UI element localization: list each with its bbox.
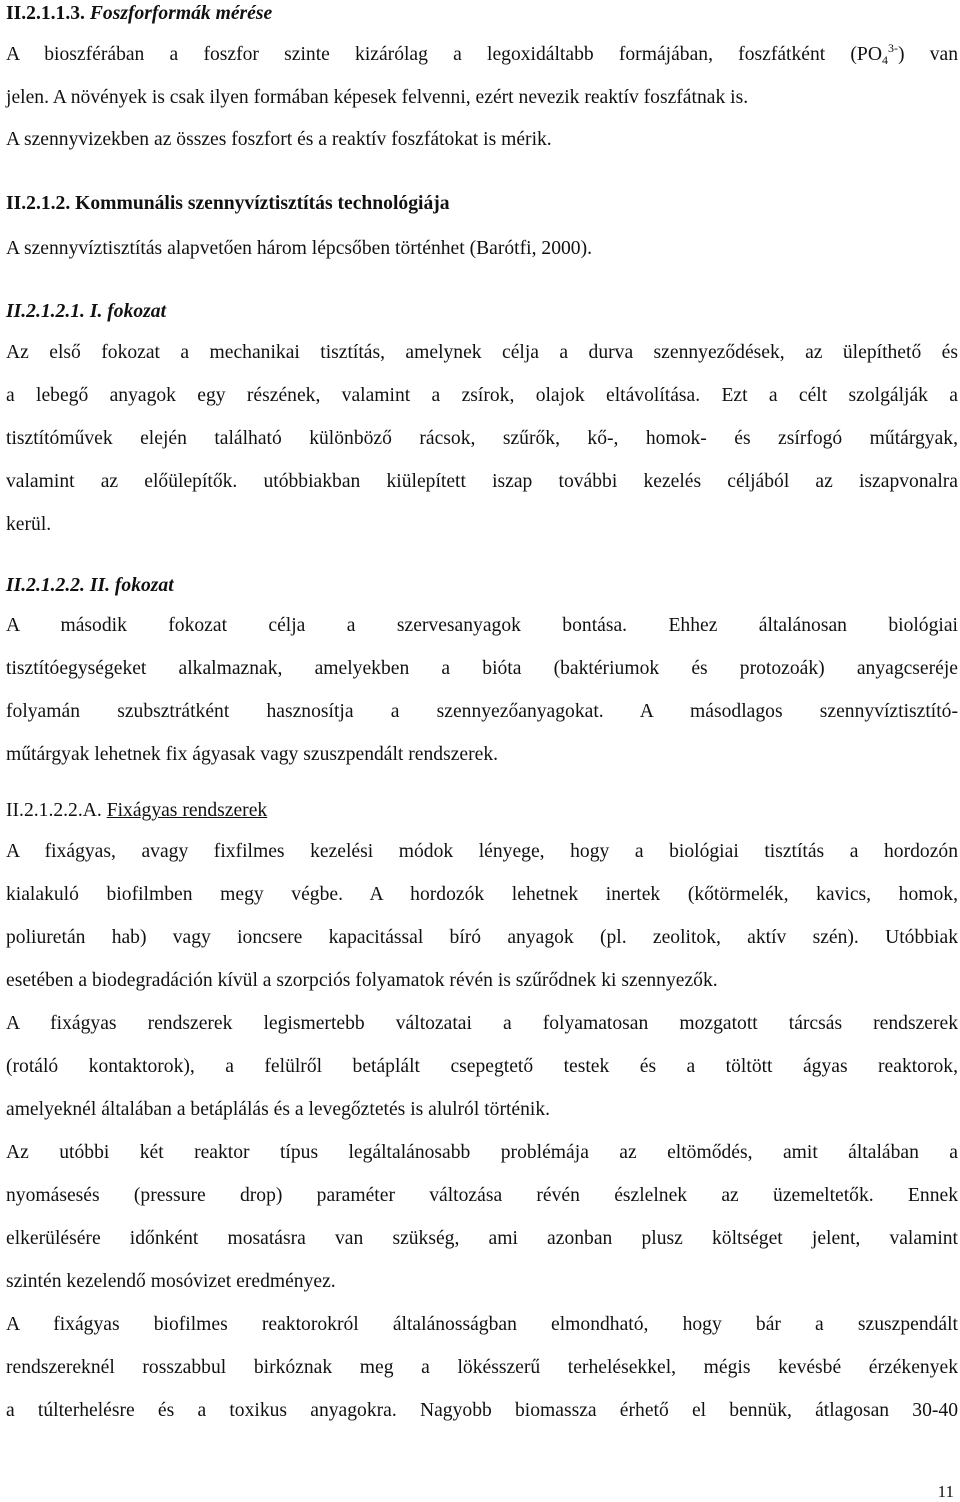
superscript: 3- — [887, 41, 898, 55]
section-number: II.2.1.1.3. — [6, 3, 85, 24]
paragraph-line: kialakuló biofilmben megy végbe. A hordozók lehetnek inertek (kőtörmelék, kavics, homok, — [6, 884, 958, 905]
paragraph-line: folyamán szubsztrátként hasznosítja a szennyezőanyagokat. A másodlagos szennyvíztisztító- — [6, 701, 958, 722]
paragraph-line: Az utóbbi két reaktor típus legáltalánosabb problémája az eltömődés, amit általában a — [6, 1142, 958, 1163]
paragraph-line: a túlterhelésre és a toxikus anyagokra. Nagyobb biomassza érhető el bennük, átlagosan 30-40 — [6, 1400, 958, 1421]
paragraph-line: nyomásesés (pressure drop) paraméter változása révén észlelnek az üzemeltetők. Ennek — [6, 1185, 958, 1206]
paragraph-line: poliuretán hab) vagy ioncsere kapacitással bíró anyagok (pl. zeolitok, aktív szén). Utóbbiak — [6, 927, 958, 948]
paragraph-line: elkerülésére időnként mosatásra van szükség, ami azonban plusz költséget jelent, valamint — [6, 1228, 958, 1249]
paragraph-line: A második fokozat célja a szervesanyagok bontása. Ehhez általánosan biológiai — [6, 615, 958, 636]
paragraph-line: A szennyvizekben az összes foszfort és a reaktív foszfátokat is mérik. — [6, 129, 552, 150]
paragraph-line: A fixágyas rendszerek legismertebb változatai a folyamatosan mozgatott tárcsás rendszerek — [6, 1013, 958, 1034]
paragraph-line: szintén kezelendő mosóvizet eredményez. — [6, 1271, 336, 1292]
paragraph-line: Az első fokozat a mechanikai tisztítás, amelynek célja a durva szennyeződések, az ülepíthető és — [6, 342, 958, 363]
paragraph-line: valamint az előülepítők. utóbbiakban kiülepített iszap további kezelés céljából az iszapvonalra — [6, 471, 958, 492]
page-number: 11 — [937, 1482, 954, 1501]
paragraph-line: (rotáló kontaktorok), a felülről betáplált csepegtető testek és a töltött ágyas reaktorok, — [6, 1056, 958, 1077]
paragraph-line: műtárgyak lehetnek fix ágyasak vagy szuszpendált rendszerek. — [6, 744, 499, 765]
paragraph-line: rendszereknél rosszabbul birkóznak meg a lökésszerű terhelésekkel, mégis kevésbé érzékenyek — [6, 1357, 958, 1378]
section-title: Fixágyas rendszerek — [106, 800, 268, 821]
section-heading-foszforformak — [6, 2, 272, 26]
paragraph-line: A szennyvíztisztítás alapvetően három lépcsőben történhet (Barótfi, 2000). — [6, 238, 593, 259]
paragraph-line: A bioszférában a foszfor szinte kizárólag a legoxidáltabb formájában, foszfátként $(PO_4^{3-})$ van — [6, 41, 958, 67]
paragraph-line: A fixágyas biofilmes reaktorokról általánosságban elmondható, hogy bár a szuszpendált — [6, 1314, 958, 1335]
paragraph-line: tisztítóegységeket alkalmaznak, amelyekben a bióta (baktériumok és protozoák) anyagcseréje — [6, 658, 958, 679]
paragraph-line: jelen. A növények is csak ilyen formában képesek felvenni, ezért nevezik reaktív foszfátnak is. — [6, 87, 749, 108]
section-heading-fixagyas — [6, 799, 267, 823]
paragraph-line: tisztítóművek elején található különböző rácsok, szűrők, kő-, homok- és zsírfogó műtárgyak, — [6, 428, 958, 449]
section-heading-ii-fokozat: II.2.1.2.2. II. fokozat — [6, 575, 174, 596]
subscript: 4 — [881, 53, 888, 67]
paragraph-line: kerül. — [6, 514, 52, 535]
section-heading-kommunalis: II.2.1.2. Kommunális szennyvíztisztítás technológiája — [6, 193, 450, 214]
paragraph-line: esetében a biodegradáción kívül a szorpciós folyamatok révén is szűrődnek ki szennyezők. — [6, 970, 718, 991]
paragraph-line: a lebegő anyagok egy részének, valamint a zsírok, olajok eltávolítása. Ezt a célt szolgálják a — [6, 385, 958, 406]
paragraph-line: A fixágyas, avagy fixfilmes kezelési módok lényege, hogy a biológiai tisztítás a hordozón — [6, 841, 958, 862]
section-number: II.2.1.2.2.A. — [6, 800, 102, 821]
section-heading-i-fokozat: II.2.1.2.1. I. fokozat — [6, 301, 167, 322]
paragraph-line: amelyeknél általában a betáplálás és a levegőztetés is alulról történik. — [6, 1099, 551, 1120]
section-title: Foszforformák mérése — [89, 3, 273, 24]
